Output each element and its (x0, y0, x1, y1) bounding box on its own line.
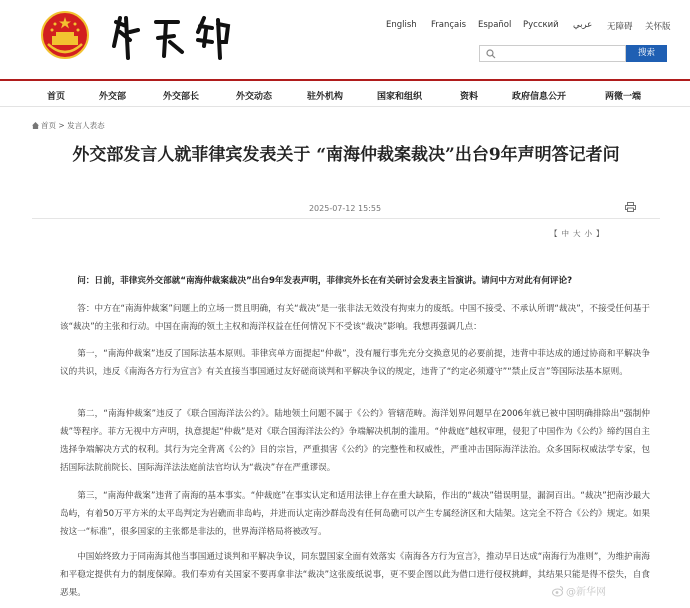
font-size-small[interactable]: 小 (584, 229, 592, 238)
main-nav (0, 79, 690, 107)
print-icon[interactable] (625, 202, 636, 212)
lang-russian[interactable]: Русский (523, 20, 559, 30)
breadcrumb-home[interactable]: 首页 (41, 121, 56, 130)
font-size-bracket-open: 【 (550, 229, 558, 238)
font-size-control (548, 228, 606, 239)
breadcrumb-separator: > (58, 121, 65, 130)
nav-item-diplomatic-news[interactable]: 外交动态 (236, 92, 273, 102)
nav-item-missions[interactable]: 驻外机构 (307, 92, 344, 102)
article-question: 问：日前，菲律宾外交部就“南海仲裁案裁决”出台9年发表声明，菲律宾外长在有关研讨会发表主旨演讲。请问中方对此有何评论? (77, 276, 573, 286)
search-input[interactable] (500, 47, 622, 60)
publish-date: 2025-07-12 15:55 (308, 204, 382, 213)
article-paragraph: 中国始终致力于同南海其他当事国通过谈判和平解决争议，同东盟国家全面有效落实《南海各方行为宣言》，推动早日达成“南海行为准则”，为维护南海和平稳定提供有力的制度保障。我们奉劝有关国家不要再拿非法“裁决”这张废纸说事，更不要企图以此为借口进行侵权挑衅，其结果只能是得不偿失，自食恶果。 (60, 552, 650, 598)
title-divider (32, 218, 660, 219)
font-size-bracket-close: 】 (596, 229, 604, 238)
home-icon (32, 122, 39, 129)
weibo-icon (552, 585, 564, 597)
lang-french[interactable]: Français (431, 20, 467, 30)
article-paragraph: 第一，“南海仲裁案”违反了国际法基本原则。菲律宾单方面提起“仲裁”，没有履行事先充分交换意见的必要前提，违背中菲达成的通过协商和平解决争议的共识，违反《南海各方行为宣言》有关直接当事国通过友好磋商谈判和平解决争议的规定，违背了“约定必须遵守”“禁止反言”等国际法基本原则。 (60, 349, 650, 377)
breadcrumb-current[interactable]: 发言人表态 (67, 121, 105, 130)
nav-item-home[interactable]: 首页 (47, 92, 66, 102)
page-title: 外交部发言人就菲律宾发表关于 “南海仲裁案裁决”出台9年声明答记者问 (72, 145, 620, 165)
lang-spanish[interactable]: Español (478, 20, 512, 30)
search-box (479, 45, 626, 62)
nav-item-mfa[interactable]: 外交部 (99, 92, 127, 102)
article-paragraph: 第三，“南海仲裁案”违背了南海的基本事实。“仲裁庭”在事实认定和适用法律上存在重大缺陷，作出的“裁决”错误明显，漏洞百出。“裁决”把南沙最大岛屿，有着50万平方米的太平岛判定为岩礁而非岛屿，并进而认定南沙群岛没有任何岛礁可以产生专属经济区和大陆架。这完全不符合《公约》规定。如果按这一“标准”，很多国家的主张都是非法的，世界海洋格局将被改写。 (60, 491, 650, 537)
breadcrumb (32, 120, 105, 132)
source-watermark (552, 583, 606, 598)
site-header (0, 0, 690, 78)
nav-item-resources[interactable]: 资料 (460, 92, 479, 102)
watermark-text: @新华网 (566, 587, 606, 598)
national-emblem-icon[interactable] (40, 10, 90, 60)
nav-item-social[interactable]: 两微一端 (605, 92, 642, 102)
article-paragraph: 第二，“南海仲裁案”违反了《联合国海洋法公约》。陆地领土问题不属于《公约》管辖范畴。海洋划界问题早在2006年就已被中国明确排除出“强制仲裁”等程序。菲方无视中方声明，执意提起“仲裁”是对《联合国海洋法公约》争端解决机制的滥用。“仲裁庭”越权审理，侵犯了中国作为《公约》缔约国自主选择争端解决方式的权利。其行为完全背离《公约》目的宗旨，严重损害《公约》的完整性和权威性，严重冲击国际海洋法治。众多国际权威法学专家，包括国际法院前院长、国际海洋法法庭前法官均认为“裁决”存在严重谬误。 (60, 409, 650, 473)
lang-arabic[interactable]: عربي (573, 20, 593, 30)
search-button[interactable]: 搜索 (626, 45, 667, 62)
nav-item-countries[interactable]: 国家和组织 (377, 92, 423, 102)
nav-item-gov-info[interactable]: 政府信息公开 (512, 92, 567, 102)
nav-item-minister[interactable]: 外交部长 (163, 92, 200, 102)
elderly-mode-link[interactable]: 关怀版 (645, 22, 671, 32)
site-logo[interactable] (108, 12, 238, 64)
lang-english[interactable]: English (386, 20, 417, 30)
search-icon (486, 49, 496, 59)
language-switcher (386, 20, 686, 34)
font-size-large[interactable]: 中 (561, 229, 569, 238)
accessibility-link[interactable]: 无障碍 (607, 22, 633, 32)
font-size-medium[interactable]: 大 (573, 229, 581, 238)
article-paragraph: 答：中方在“南海仲裁案”问题上的立场一贯且明确，有关“裁决”是一张非法无效没有拘束力的废纸。中国不接受、不承认所谓“裁决”，不接受任何基于该“裁决”的主张和行动。中国在南海的领土主权和海洋权益在任何情况下不受该“裁决”影响。我想再强调几点： (60, 304, 650, 332)
